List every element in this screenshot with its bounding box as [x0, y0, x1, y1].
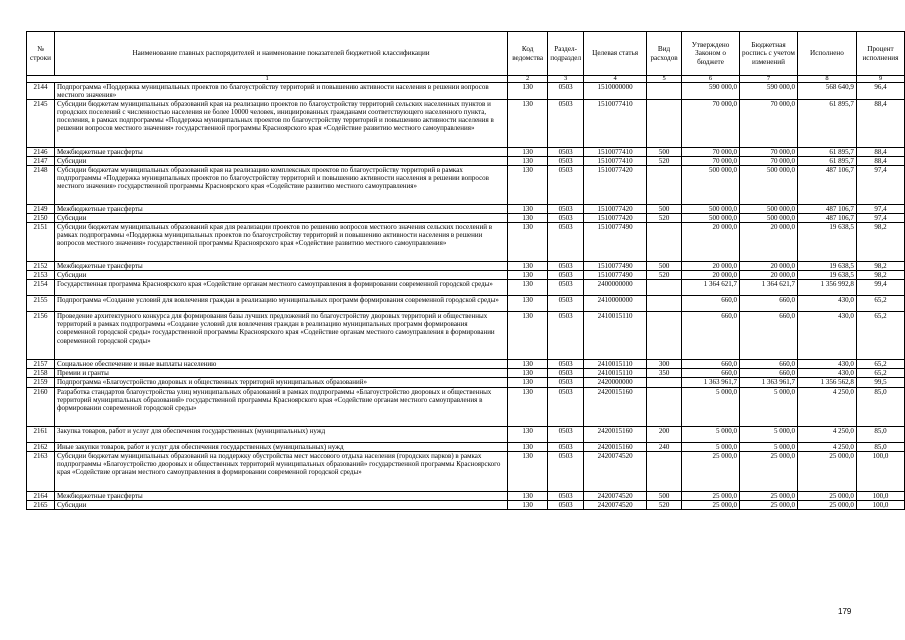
- row-executed: 430,0: [797, 296, 856, 312]
- row-number: 2154: [27, 280, 55, 296]
- row-executed: 25 000,0: [797, 491, 856, 500]
- header-executed: Исполнено: [797, 32, 856, 76]
- row-approved: 70 000,0: [682, 148, 740, 157]
- header-approved: Утверждено Законом о бюджете: [682, 32, 740, 76]
- row-number: 2152: [27, 262, 55, 271]
- row-approved: 20 000,0: [682, 223, 740, 262]
- row-schedule: 20 000,0: [740, 223, 798, 262]
- row-target: 2420074520: [584, 451, 647, 491]
- row-expense-type: 500: [647, 491, 682, 500]
- row-expense-type: 520: [647, 271, 682, 280]
- row-number: 2146: [27, 148, 55, 157]
- table-row: [27, 83, 905, 100]
- row-approved: 660,0: [682, 312, 740, 360]
- row-name: Субсидии бюджетам муниципальных образований края на реализацию проектов по благоустройству территорий сельских населенных пунктов и городских поселений с численностью населения не более 10000 человек, инициированных гражданами соответствующего населенного пункта, поселения, в рамках подпрограммы «Поддержка муниципальных проектов по благоустройству территорий и повышению активности населения в решении вопросов местного значения» государственной программы Красноярского края «Содействие развитию местного самоуправления»: [54, 100, 507, 148]
- header-schedule: Бюджетная роспись с учетом изменений: [740, 32, 798, 76]
- row-percent: 88,4: [856, 100, 904, 148]
- row-percent: 88,4: [856, 157, 904, 166]
- row-section: 0503: [548, 500, 584, 509]
- row-approved: 5 000,0: [682, 442, 740, 451]
- row-section: 0503: [548, 166, 584, 205]
- row-number: 2151: [27, 223, 55, 262]
- row-section: 0503: [548, 369, 584, 378]
- row-percent: 99,4: [856, 280, 904, 296]
- table-row: [27, 100, 905, 148]
- column-number: 6: [682, 76, 740, 83]
- column-number: 1: [27, 76, 508, 83]
- row-section: 0503: [548, 205, 584, 214]
- row-dept-code: 130: [508, 451, 548, 491]
- row-executed: 19 638,5: [797, 223, 856, 262]
- row-section: 0503: [548, 223, 584, 262]
- row-executed: 25 000,0: [797, 500, 856, 509]
- budget-table: [26, 31, 905, 510]
- row-approved: 70 000,0: [682, 100, 740, 148]
- row-target: 1510077420: [584, 214, 647, 223]
- row-target: 1510077410: [584, 100, 647, 148]
- row-executed: 430,0: [797, 360, 856, 369]
- row-name: Субсидии: [54, 271, 507, 280]
- header-dept-code: Код ведомства: [508, 32, 548, 76]
- row-expense-type: 500: [647, 148, 682, 157]
- row-target: 2420074520: [584, 500, 647, 509]
- row-percent: 65,2: [856, 296, 904, 312]
- row-percent: 97,4: [856, 214, 904, 223]
- row-expense-type: [647, 280, 682, 296]
- row-approved: 70 000,0: [682, 157, 740, 166]
- table-row: [27, 500, 905, 509]
- row-expense-type: 500: [647, 262, 682, 271]
- row-name: Подпрограмма «Поддержка муниципальных проектов по благоустройству территорий и повышению активности населения в решении вопросов местного значения»: [54, 83, 507, 100]
- row-percent: 98,2: [856, 262, 904, 271]
- row-section: 0503: [548, 280, 584, 296]
- row-number: 2160: [27, 387, 55, 426]
- row-name: Иные закупки товаров, работ и услуг для обеспечения государственных (муниципальных) нужд: [54, 442, 507, 451]
- row-number: 2149: [27, 205, 55, 214]
- row-section: 0503: [548, 426, 584, 442]
- row-expense-type: 520: [647, 214, 682, 223]
- row-schedule: 1 363 961,7: [740, 378, 798, 387]
- row-schedule: 5 000,0: [740, 442, 798, 451]
- header-section: Раздел-подраздел: [548, 32, 584, 76]
- row-approved: 500 000,0: [682, 205, 740, 214]
- row-name: Подпрограмма «Благоустройство дворовых и общественных территорий муниципальных образований»: [54, 378, 507, 387]
- row-percent: 85,0: [856, 387, 904, 426]
- row-name: Субсидии бюджетам муниципальных образований края на реализацию комплексных проектов по благоустройству территорий в рамках подпрограммы «Поддержка муниципальных проектов по благоустройству территорий и повышению активности населения в решении вопросов местного значения» государственной программы Красноярского края «Содействие развитию местного самоуправления»: [54, 166, 507, 205]
- row-target: 1510077420: [584, 166, 647, 205]
- row-section: 0503: [548, 157, 584, 166]
- row-section: 0503: [548, 214, 584, 223]
- row-target: 1510077490: [584, 262, 647, 271]
- row-section: 0503: [548, 442, 584, 451]
- row-percent: 88,4: [856, 148, 904, 157]
- row-dept-code: 130: [508, 166, 548, 205]
- row-name: Межбюджетные трансферты: [54, 262, 507, 271]
- row-schedule: 500 000,0: [740, 205, 798, 214]
- row-section: 0503: [548, 451, 584, 491]
- row-number: 2144: [27, 83, 55, 100]
- row-approved: 5 000,0: [682, 387, 740, 426]
- header-expense-type: Вид расходов: [647, 32, 682, 76]
- row-schedule: 70 000,0: [740, 148, 798, 157]
- row-dept-code: 130: [508, 296, 548, 312]
- table-row: [27, 157, 905, 166]
- row-section: 0503: [548, 271, 584, 280]
- row-number: 2155: [27, 296, 55, 312]
- table-row: [27, 148, 905, 157]
- row-expense-type: 500: [647, 205, 682, 214]
- row-executed: 430,0: [797, 312, 856, 360]
- row-approved: 25 000,0: [682, 500, 740, 509]
- row-expense-type: [647, 223, 682, 262]
- row-schedule: 5 000,0: [740, 426, 798, 442]
- row-dept-code: 130: [508, 387, 548, 426]
- row-number: 2145: [27, 100, 55, 148]
- row-target: 1510077410: [584, 157, 647, 166]
- row-expense-type: 520: [647, 500, 682, 509]
- row-approved: 20 000,0: [682, 262, 740, 271]
- row-percent: 85,0: [856, 426, 904, 442]
- row-section: 0503: [548, 387, 584, 426]
- row-expense-type: [647, 378, 682, 387]
- row-name: Подпрограмма «Создание условий для вовлечения граждан в реализацию муниципальных программ формирования современной городской среды»: [54, 296, 507, 312]
- row-section: 0503: [548, 148, 584, 157]
- row-percent: 98,2: [856, 271, 904, 280]
- row-name: Межбюджетные трансферты: [54, 205, 507, 214]
- row-section: 0503: [548, 378, 584, 387]
- row-name: Закупка товаров, работ и услуг для обеспечения государственных (муниципальных) нужд: [54, 426, 507, 442]
- column-number-row: [27, 76, 905, 83]
- row-approved: 25 000,0: [682, 491, 740, 500]
- row-expense-type: 350: [647, 369, 682, 378]
- row-number: 2164: [27, 491, 55, 500]
- header-target: Целевая статья: [584, 32, 647, 76]
- table-row: [27, 166, 905, 205]
- row-number: 2162: [27, 442, 55, 451]
- row-percent: 65,2: [856, 360, 904, 369]
- row-number: 2163: [27, 451, 55, 491]
- row-executed: 487 106,7: [797, 214, 856, 223]
- table-row: [27, 387, 905, 426]
- row-approved: 25 000,0: [682, 451, 740, 491]
- table-body: [27, 83, 905, 510]
- row-percent: 97,4: [856, 166, 904, 205]
- row-section: 0503: [548, 491, 584, 500]
- row-expense-type: 240: [647, 442, 682, 451]
- row-section: 0503: [548, 360, 584, 369]
- table-row: [27, 378, 905, 387]
- row-schedule: 5 000,0: [740, 387, 798, 426]
- row-target: 2420000000: [584, 378, 647, 387]
- row-executed: 568 640,9: [797, 83, 856, 100]
- row-schedule: 660,0: [740, 312, 798, 360]
- row-dept-code: 130: [508, 312, 548, 360]
- row-approved: 1 363 961,7: [682, 378, 740, 387]
- row-dept-code: 130: [508, 262, 548, 271]
- column-number: 9: [856, 76, 904, 83]
- row-percent: 100,0: [856, 491, 904, 500]
- row-percent: 96,4: [856, 83, 904, 100]
- row-executed: 4 250,0: [797, 426, 856, 442]
- row-dept-code: 130: [508, 214, 548, 223]
- row-dept-code: 130: [508, 148, 548, 157]
- row-percent: 65,2: [856, 369, 904, 378]
- row-name: Премии и гранты: [54, 369, 507, 378]
- row-approved: 20 000,0: [682, 271, 740, 280]
- table-row: [27, 223, 905, 262]
- row-schedule: 20 000,0: [740, 262, 798, 271]
- row-schedule: 25 000,0: [740, 451, 798, 491]
- row-schedule: 70 000,0: [740, 157, 798, 166]
- row-schedule: 590 000,0: [740, 83, 798, 100]
- row-dept-code: 130: [508, 442, 548, 451]
- row-expense-type: [647, 312, 682, 360]
- row-name: Субсидии бюджетам муниципальных образований края для реализации проектов по решению вопросов местного значения сельских поселений в рамках подпрограммы «Поддержка муниципальных проектов по благоустройству территорий и повышению активности населения в решении вопросов местного значения» государственной программы Красноярского края «Содействие развитию местного самоуправления»: [54, 223, 507, 262]
- row-dept-code: 130: [508, 205, 548, 214]
- column-number: 5: [647, 76, 682, 83]
- row-approved: 1 364 621,7: [682, 280, 740, 296]
- row-section: 0503: [548, 312, 584, 360]
- row-schedule: 660,0: [740, 360, 798, 369]
- row-dept-code: 130: [508, 100, 548, 148]
- row-executed: 487 106,7: [797, 205, 856, 214]
- row-target: 2410000000: [584, 296, 647, 312]
- row-percent: 100,0: [856, 451, 904, 491]
- row-section: 0503: [548, 100, 584, 148]
- row-number: 2161: [27, 426, 55, 442]
- table-row: [27, 369, 905, 378]
- row-section: 0503: [548, 262, 584, 271]
- row-executed: 1 356 992,8: [797, 280, 856, 296]
- row-name: Субсидии: [54, 214, 507, 223]
- row-expense-type: 300: [647, 360, 682, 369]
- row-target: 1510077410: [584, 148, 647, 157]
- row-executed: 19 638,5: [797, 271, 856, 280]
- header-row: [27, 32, 905, 76]
- row-executed: 487 106,7: [797, 166, 856, 205]
- row-expense-type: 200: [647, 426, 682, 442]
- row-approved: 500 000,0: [682, 166, 740, 205]
- row-approved: 500 000,0: [682, 214, 740, 223]
- row-dept-code: 130: [508, 157, 548, 166]
- row-name: Проведение архитектурного конкурса для формирования базы лучших предложений по благоустройству дворовых территорий и общественных территорий в рамках подпрограммы «Создание условий для вовлечения граждан в реализацию муниципальных программ формирования современной городской среды» государственной программы Красноярского края «Содействие органам местного самоуправления в формировании современной городской среды»: [54, 312, 507, 360]
- row-number: 2157: [27, 360, 55, 369]
- row-percent: 99,5: [856, 378, 904, 387]
- row-dept-code: 130: [508, 223, 548, 262]
- row-approved: 660,0: [682, 296, 740, 312]
- row-name: Субсидии: [54, 500, 507, 509]
- row-schedule: 500 000,0: [740, 166, 798, 205]
- table-row: [27, 280, 905, 296]
- table-row: [27, 442, 905, 451]
- row-number: 2153: [27, 271, 55, 280]
- table-row: [27, 426, 905, 442]
- column-number: 8: [797, 76, 856, 83]
- row-expense-type: [647, 100, 682, 148]
- row-approved: 660,0: [682, 369, 740, 378]
- header-row-no: № строки: [27, 32, 55, 76]
- row-approved: 5 000,0: [682, 426, 740, 442]
- row-executed: 61 895,7: [797, 100, 856, 148]
- row-target: 2420074520: [584, 491, 647, 500]
- table-row: [27, 451, 905, 491]
- row-approved: 660,0: [682, 360, 740, 369]
- header-percent: Процент исполнения: [856, 32, 904, 76]
- table-row: [27, 360, 905, 369]
- table-row: [27, 205, 905, 214]
- row-name: Социальное обеспечение и иные выплаты населению: [54, 360, 507, 369]
- row-percent: 65,2: [856, 312, 904, 360]
- row-executed: 19 638,5: [797, 262, 856, 271]
- row-name: Межбюджетные трансферты: [54, 491, 507, 500]
- row-number: 2150: [27, 214, 55, 223]
- row-expense-type: 520: [647, 157, 682, 166]
- table-row: [27, 312, 905, 360]
- row-target: 2420015160: [584, 442, 647, 451]
- row-schedule: 25 000,0: [740, 491, 798, 500]
- row-target: 2420015160: [584, 426, 647, 442]
- row-expense-type: [647, 451, 682, 491]
- row-expense-type: [647, 296, 682, 312]
- row-executed: 1 356 562,8: [797, 378, 856, 387]
- row-target: 1510077490: [584, 271, 647, 280]
- row-expense-type: [647, 166, 682, 205]
- row-expense-type: [647, 83, 682, 100]
- row-executed: 61 895,7: [797, 157, 856, 166]
- table-row: [27, 214, 905, 223]
- row-dept-code: 130: [508, 378, 548, 387]
- row-executed: 4 250,0: [797, 387, 856, 426]
- row-schedule: 20 000,0: [740, 271, 798, 280]
- row-target: 1510077490: [584, 223, 647, 262]
- row-dept-code: 130: [508, 360, 548, 369]
- row-schedule: 1 364 621,7: [740, 280, 798, 296]
- page-number: 179: [838, 607, 852, 616]
- table-row: [27, 491, 905, 500]
- row-percent: 97,4: [856, 205, 904, 214]
- row-target: 2410015110: [584, 312, 647, 360]
- row-section: 0503: [548, 296, 584, 312]
- row-number: 2147: [27, 157, 55, 166]
- row-dept-code: 130: [508, 271, 548, 280]
- row-name: Субсидии: [54, 157, 507, 166]
- row-schedule: 500 000,0: [740, 214, 798, 223]
- row-percent: 100,0: [856, 500, 904, 509]
- row-approved: 590 000,0: [682, 83, 740, 100]
- row-executed: 430,0: [797, 369, 856, 378]
- row-name: Межбюджетные трансферты: [54, 148, 507, 157]
- row-percent: 98,2: [856, 223, 904, 262]
- table-row: [27, 271, 905, 280]
- row-number: 2158: [27, 369, 55, 378]
- table-row: [27, 296, 905, 312]
- row-number: 2148: [27, 166, 55, 205]
- row-schedule: 660,0: [740, 369, 798, 378]
- column-number: 4: [584, 76, 647, 83]
- row-target: 2400000000: [584, 280, 647, 296]
- row-executed: 4 250,0: [797, 442, 856, 451]
- column-number: 2: [508, 76, 548, 83]
- column-number: 3: [548, 76, 584, 83]
- row-section: 0503: [548, 83, 584, 100]
- row-dept-code: 130: [508, 426, 548, 442]
- row-name: Субсидии бюджетам муниципальных образований на поддержку обустройства мест массового отдыха населения (городских парков) в рамках подпрограммы «Благоустройство дворовых и общественных территорий муниципальных образований» государственной программы Красноярского края «Содействие органам местного самоуправления в формировании современной городской среды»: [54, 451, 507, 491]
- header-name: Наименование главных распорядителей и наименование показателей бюджетной классификации: [54, 32, 507, 76]
- table-row: [27, 262, 905, 271]
- row-dept-code: 130: [508, 280, 548, 296]
- row-name: Разработка стандартов благоустройства улиц муниципальных образований в рамках подпрограммы «Благоустройство дворовых и общественных территорий муниципальных образований» государственной программы Красноярского края «Содействие органам местного самоуправления в формировании современной городской среды»: [54, 387, 507, 426]
- row-number: 2165: [27, 500, 55, 509]
- row-target: 1510077420: [584, 205, 647, 214]
- row-percent: 85,0: [856, 442, 904, 451]
- row-executed: 25 000,0: [797, 451, 856, 491]
- row-dept-code: 130: [508, 491, 548, 500]
- column-number: 7: [740, 76, 798, 83]
- row-dept-code: 130: [508, 500, 548, 509]
- row-target: 2410015110: [584, 360, 647, 369]
- row-target: 2420015160: [584, 387, 647, 426]
- row-expense-type: [647, 387, 682, 426]
- row-target: 2410015110: [584, 369, 647, 378]
- row-target: 1510000000: [584, 83, 647, 100]
- row-dept-code: 130: [508, 369, 548, 378]
- row-name: Государственная программа Красноярского края «Содействие органам местного самоуправления в формировании современной городской среды»: [54, 280, 507, 296]
- row-executed: 61 895,7: [797, 148, 856, 157]
- row-schedule: 25 000,0: [740, 500, 798, 509]
- row-number: 2159: [27, 378, 55, 387]
- row-schedule: 660,0: [740, 296, 798, 312]
- row-schedule: 70 000,0: [740, 100, 798, 148]
- row-number: 2156: [27, 312, 55, 360]
- row-dept-code: 130: [508, 83, 548, 100]
